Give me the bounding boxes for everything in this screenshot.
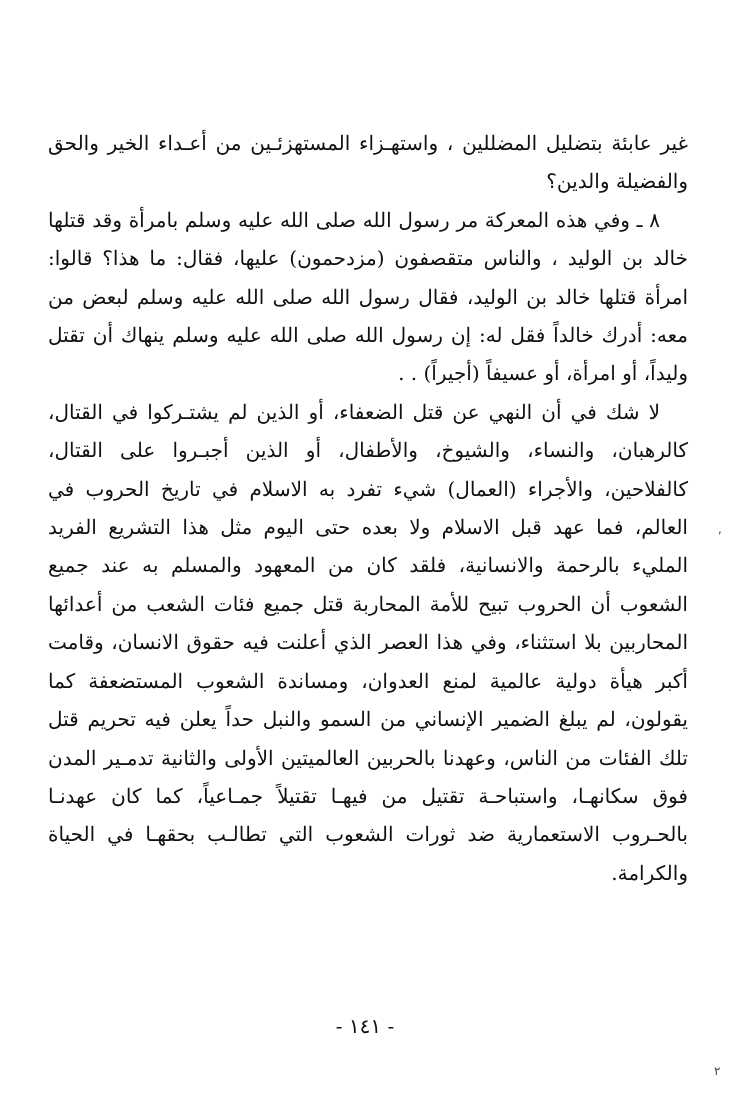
body-text bbox=[48, 124, 688, 892]
paragraph-hadith: ٨ ـ وفي هذه المعركة مر رسول الله صلى الله عليه وسلم بامرأة وقد قتلها خالد بن الوليد ، والناس متقصفون (مزدحمون) عليها، فقال: ما هذا؟ قالوا: امرأة قتلها خالد بن الوليد، فقال رسول الله صلى الله عليه وسلم لبعض من معه: أدرك خالداً فقل له: إن رسول الله صلى الله عليه وسلم ينهاك أن تقتل وليداً، أو امرأة، أو عسيفاً (أجيراً) . . bbox=[48, 207, 689, 386]
paragraph-continuation: غير عابئة بتضليل المضللين ، واستهـزاء المستهزئـين من أعـداء الخير والحق والفضيلة والدين؟ bbox=[48, 131, 688, 194]
page-number: - ١٤١ - bbox=[335, 1014, 395, 1038]
margin-mark: , bbox=[718, 522, 722, 536]
paragraph-commentary: لا شك في أن النهي عن قتل الضعفاء، أو الذين لم يشتـركوا في القتال، كالرهبان، والنساء، والشيوخ، والأطفال، أو الذين أجبـروا على القتال، كالفلاحين، والأجراء (العمال) شيء تفرد به الاسلام في تاريخ الحروب في العالم، فما عهد قبل الاسلام ولا بعده حتى اليوم مثل هذا التشريع الفريد المليء بالرحمة والانسانية، فلقد كان من المعهود والمسلم به عند جميع الشعوب أن الحروب تبيح للأمة المحاربة قتل جميع فئات الشعب من أعدائها المحاربين بلا استثناء، وفي هذا العصر الذي أعلنت فيه حقوق الانسان، وقامت أكبر هيأة دولية عالمية لمنع العدوان، ومساندة الشعوب المستضعفة كما يقولون، لم يبلغ الضمير الإنساني من السمو والنبل حداً يعلن فيه تحريم قتل تلك الفئات من الناس، وعهدنا بالحربين العالميتين الأولى والثانية تدمـير المدن فوق سكانهـا، واستباحـة تقتيل من فيهـا تقتيلاً جمـاعياً، كما كان عهدنـا بالحـروب الاستعمارية ضد ثورات الشعوب التي تطالـب بحقهـا في الحياة والكرامة. bbox=[48, 399, 688, 885]
margin-mark: ٢ bbox=[714, 1064, 721, 1078]
